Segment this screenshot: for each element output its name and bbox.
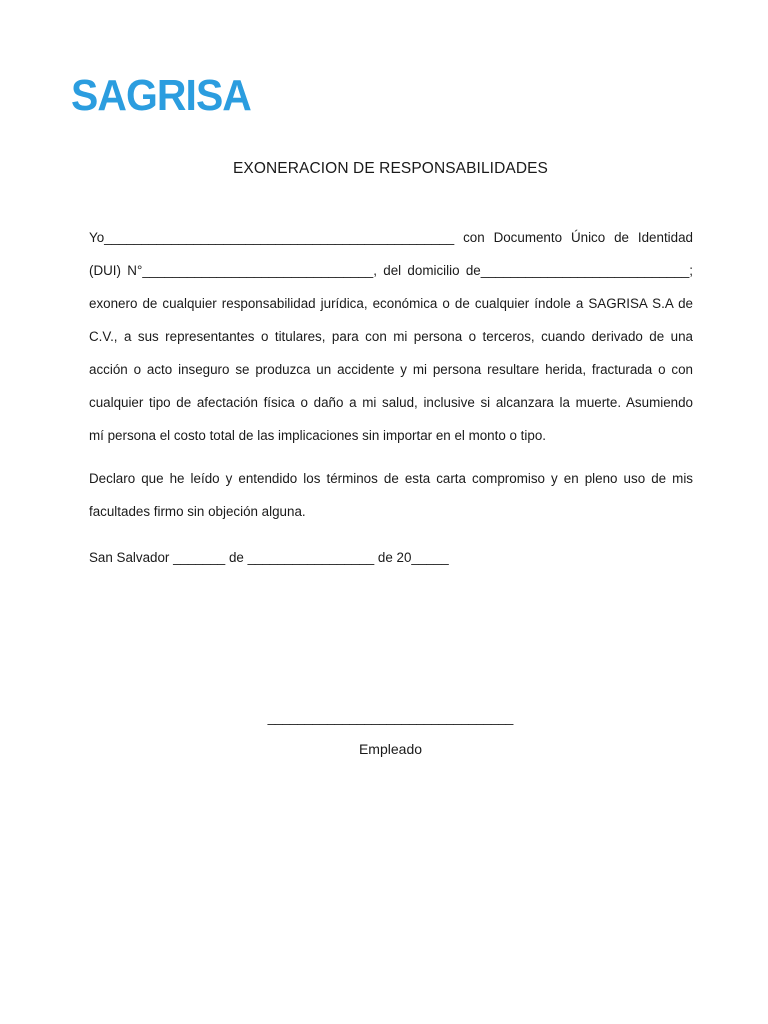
signature-line: _________________________________ — [267, 710, 514, 725]
sagrisa-logo: SAGRISA — [71, 71, 251, 120]
paragraph-line: C.V., a sus representantes o titulares, para con mi persona o terceros, cuando derivado de una — [89, 329, 693, 344]
paragraph-line: cualquier tipo de afectación física o daño a mi salud, inclusive si alcanzara la muerte. Asumiendo — [89, 395, 693, 410]
paragraph-line: exonero de cualquier responsabilidad jurídica, económica o de cualquier índole a SAGRISA S.A de — [89, 296, 693, 311]
document-title: EXONERACION DE RESPONSABILIDADES — [232, 160, 548, 177]
paragraph-line: Declaro que he leído y entendido los términos de esta carta compromiso y en pleno uso de mis — [89, 471, 693, 486]
declaration-paragraph — [89, 470, 693, 536]
place-date-line: San Salvador _______ de _________________ de 20_____ — [89, 550, 449, 565]
paragraph-line: mí persona el costo total de las implicaciones sin importar en el monto o tipo. — [89, 428, 546, 443]
exoneration-paragraph — [89, 229, 693, 460]
paragraph-line: (DUI) N°_______________________________, del domicilio de____________________________; — [89, 263, 693, 278]
paragraph-line: facultades firmo sin objeción alguna. — [89, 504, 306, 519]
signature-label: Empleado — [358, 741, 423, 757]
paragraph-line: Yo_______________________________________________ con Documento Único de Identidad — [89, 230, 693, 245]
paragraph-line: acción o acto inseguro se produzca un accidente y mi persona resultare herida, fracturada o con — [89, 362, 693, 377]
